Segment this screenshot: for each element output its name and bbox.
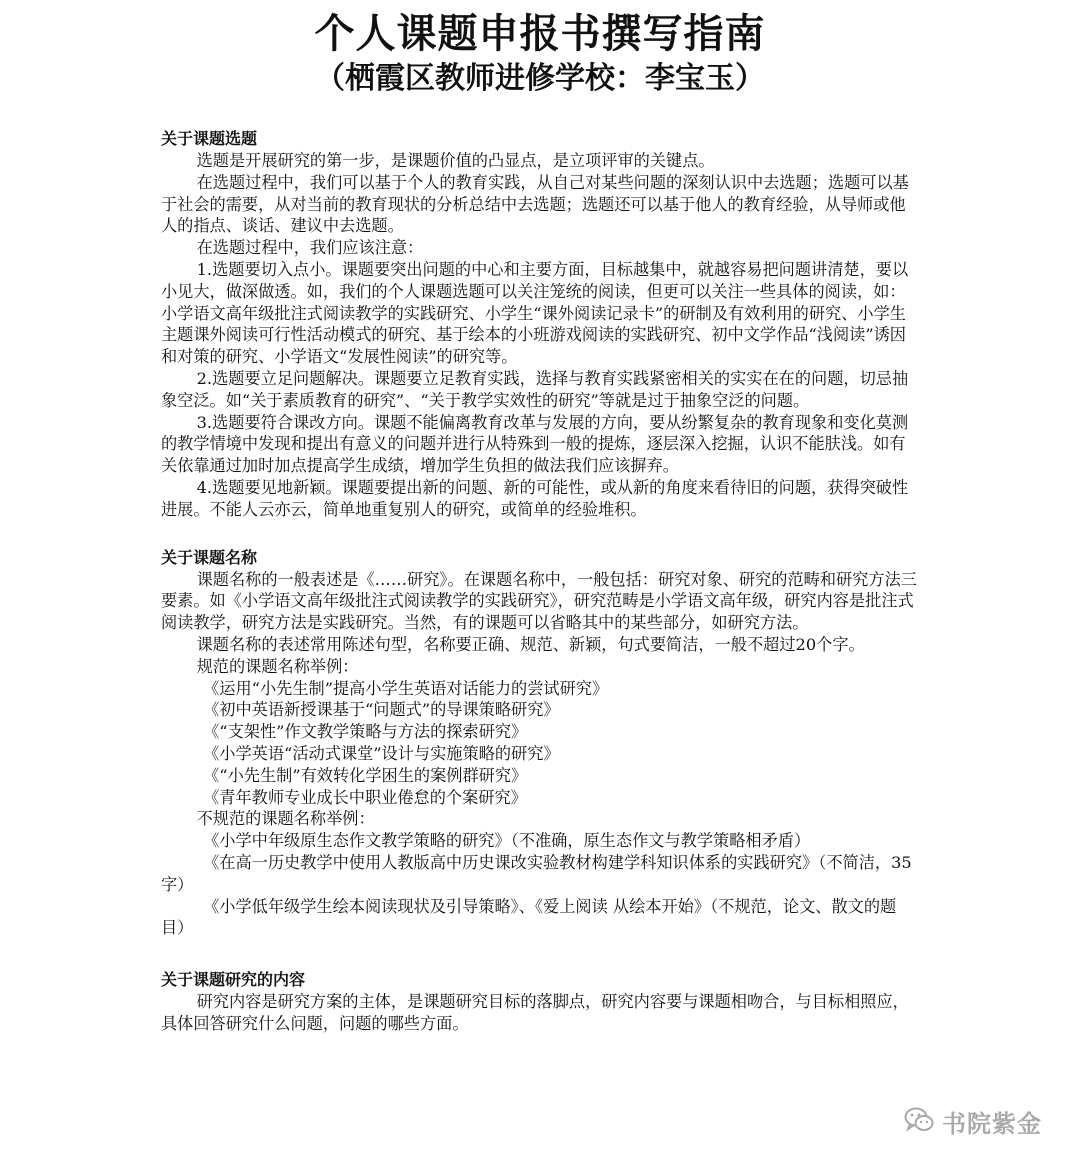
list-item: 《小学低年级学生绘本阅读现状及引导策略》、《爱上阅读 从绘本开始》（不规范，论文、散文的题目）: [161, 896, 897, 938]
list-item: 《初中英语新授课基于“问题式”的导课策略研究》: [203, 700, 560, 720]
section-heading: 关于课题研究的内容: [161, 970, 306, 990]
document-subtitle: （栖霞区教师进修学校：李宝玉）: [315, 61, 765, 96]
paragraph: 在选题过程中，我们可以基于个人的教育实践，从自己对某些问题的深刻认识中去选题；选题可以基于社会的需要，从对当前的教育现状的分析总结中去选题；选题还可以基于他人的教育经验，从导师或他人的指点、谈话、建议中去选题。: [161, 172, 909, 236]
list-item: 《小学中年级原生态作文教学策略的研究》（不准确，原生态作文与教学策略相矛盾）: [203, 831, 811, 851]
good-examples-list: [161, 678, 917, 809]
paragraph: 课题名称的一般表述是《……研究》。在课题名称中，一般包括：研究对象、研究的范畴和研究方法三要素。如《小学语文高年级批注式阅读教学的实践研究》，研究范畴是小学语文高年级，研究内容是批注式阅读教学，研究方法是实践研究。当然，有的课题可以省略其中的某些部分，如研究方法。: [161, 569, 917, 633]
paragraph: 1.选题要切入点小。课题要突出问题的中心和主要方面，目标越集中，就越容易把问题讲清楚，要以小见大，做深做透。如，我们的个人课题选题可以关注笼统的阅读，但更可以关注一些具体的阅读，如：小学语文高年级批注式阅读教学的实践研究、小学生“课外阅读记录卡”的研制及有效利用的研究、小学生主题课外阅读可行性活动模式的研究、基于绘本的小班游戏阅读的实践研究、初中文学作品“浅阅读”诱因和对策的研究、小学语文“发展性阅读”的研究等。: [161, 259, 909, 367]
list-item: 《在高一历史教学中使用人教版高中历史课改实验教材构建学科知识体系的实践研究》（不简洁，35字）: [161, 852, 912, 894]
section-content: [161, 969, 917, 1035]
paragraph: 选题是开展研究的第一步，是课题价值的凸显点，是立项评审的关键点。: [196, 151, 715, 170]
list-item: 《运用“小先生制”提高小学生英语对话能力的尝试研究》: [203, 678, 609, 698]
list-item: 《“小先生制”有效转化学困生的案例群研究》: [203, 765, 528, 785]
bad-examples-label: 不规范的课题名称举例：: [196, 809, 375, 829]
good-examples-label: 规范的课题名称举例：: [196, 656, 359, 676]
watermark-label: 书院紫金: [942, 1110, 1042, 1138]
list-item: 《“支架性”作文教学策略与方法的探索研究》: [203, 722, 528, 742]
paragraph: 2.选题要立足问题解决。课题要立足教育实践，选择与教育实践紧密相关的实实在在的问题，切忌抽象空泛。如“关于素质教育的研究”、“关于教学实效性的研究”等就是过于抽象空泛的问题。: [161, 368, 909, 410]
paragraph: 在选题过程中，我们应该注意：: [196, 238, 424, 258]
section-topic: [161, 128, 917, 521]
document-title: 个人课题申报书撰写指南: [314, 11, 766, 57]
wechat-icon: [904, 1106, 934, 1138]
section-name: [161, 547, 917, 940]
section-heading: 关于课题选题: [161, 129, 258, 148]
paragraph: 4.选题要见地新颖。课题要提出新的问题、新的可能性，或从新的角度来看待旧的问题，获得突破性进展。不能人云亦云，简单地重复别人的研究，或简单的经验堆积。: [161, 477, 909, 519]
paragraph: 课题名称的表述常用陈述句型，名称要正确、规范、新颖，句式要简洁，一般不超过20个字。: [196, 634, 865, 654]
document-body: [161, 128, 917, 1035]
paragraph: 3.选题要符合课改方向。课题不能偏离教育改革与发展的方向，要从纷繁复杂的教育现象和变化莫测的教学情境中发现和提出有意义的问题并进行从特殊到一般的提炼，逐层深入挖掘，认识不能肤浅。如有关依靠通过加时加点提高学生成绩，增加学生负担的做法我们应该摒弃。: [161, 412, 909, 476]
section-heading: 关于课题名称: [161, 547, 258, 567]
list-item: 《小学英语“活动式课堂”设计与实施策略的研究》: [203, 743, 560, 763]
list-item: 《青年教师专业成长中职业倦怠的个案研究》: [203, 787, 527, 807]
watermark: [904, 1104, 1042, 1139]
document-header: [0, 0, 1080, 98]
paragraph: 研究内容是研究方案的主体，是课题研究目标的落脚点，研究内容要与课题相吻合，与目标相照应，具体回答研究什么问题，问题的哪些方面。: [161, 992, 909, 1033]
